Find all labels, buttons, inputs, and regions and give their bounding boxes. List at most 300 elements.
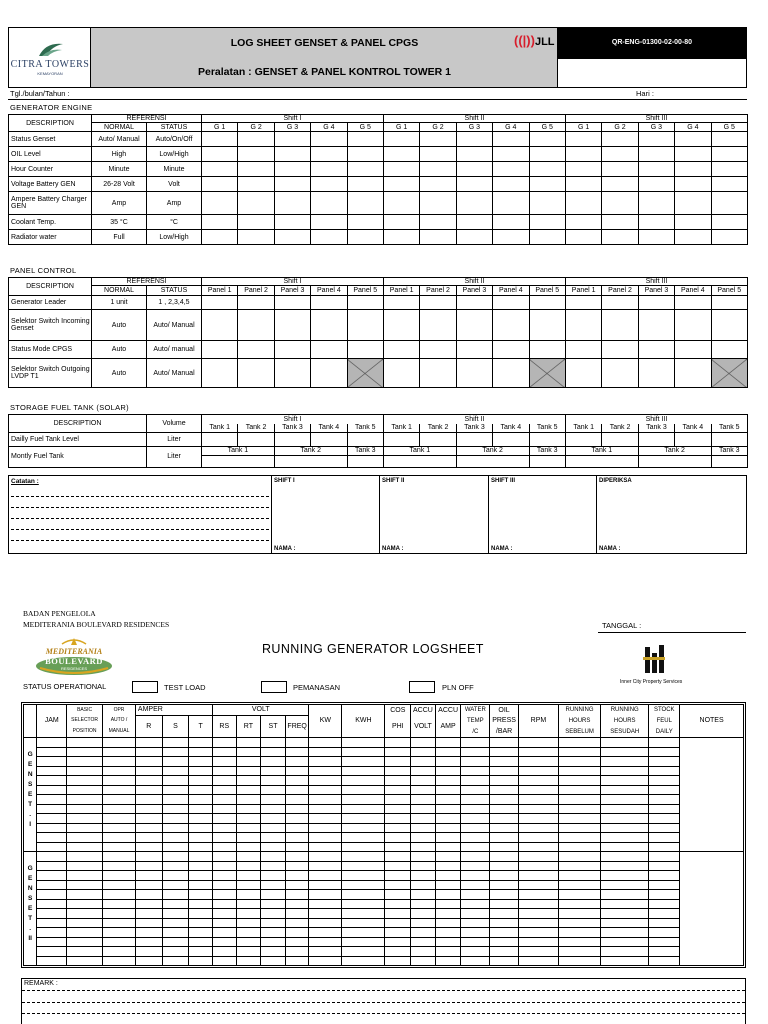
log-entry-cell[interactable]	[385, 880, 411, 890]
gen-entry-cell[interactable]	[347, 192, 383, 215]
storage-entry-cell[interactable]	[238, 433, 274, 447]
log-entry-cell[interactable]	[518, 880, 558, 890]
log-entry-cell[interactable]	[37, 956, 67, 966]
log-entry-cell[interactable]	[558, 918, 600, 928]
log-entry-cell[interactable]	[236, 852, 261, 862]
log-entry-cell[interactable]	[309, 738, 342, 748]
log-entry-cell[interactable]	[261, 937, 286, 947]
pemanasan-checkbox[interactable]	[261, 681, 287, 693]
log-entry-cell[interactable]	[490, 909, 519, 919]
log-entry-cell[interactable]	[212, 795, 236, 805]
log-entry-cell[interactable]	[649, 871, 680, 881]
log-entry-cell[interactable]	[135, 852, 162, 862]
log-entry-cell[interactable]	[37, 795, 67, 805]
log-entry-cell[interactable]	[236, 899, 261, 909]
panel-entry-cell[interactable]	[565, 296, 601, 310]
log-entry-cell[interactable]	[649, 804, 680, 814]
log-entry-cell[interactable]	[189, 842, 213, 852]
gen-entry-cell[interactable]	[311, 177, 347, 192]
log-entry-cell[interactable]	[518, 899, 558, 909]
storage-entry-cell[interactable]	[638, 433, 674, 447]
log-entry-cell[interactable]	[411, 899, 436, 909]
gen-entry-cell[interactable]	[383, 215, 419, 230]
panel-entry-cell[interactable]	[529, 341, 565, 359]
log-entry-cell[interactable]	[558, 947, 600, 957]
log-entry-cell[interactable]	[162, 871, 189, 881]
log-entry-cell[interactable]	[558, 880, 600, 890]
log-entry-cell[interactable]	[236, 738, 261, 748]
log-entry-cell[interactable]	[236, 890, 261, 900]
log-entry-cell[interactable]	[490, 880, 519, 890]
monthly-entry-cell[interactable]	[274, 456, 347, 468]
panel-entry-cell[interactable]	[675, 310, 711, 341]
log-entry-cell[interactable]	[103, 804, 136, 814]
panel-entry-cell[interactable]	[493, 296, 529, 310]
log-entry-cell[interactable]	[558, 814, 600, 824]
log-entry-cell[interactable]	[411, 871, 436, 881]
gen-entry-cell[interactable]	[202, 162, 238, 177]
panel-entry-cell[interactable]	[274, 359, 310, 388]
log-entry-cell[interactable]	[261, 918, 286, 928]
log-entry-cell[interactable]	[189, 833, 213, 843]
log-entry-cell[interactable]	[490, 956, 519, 966]
log-entry-cell[interactable]	[309, 909, 342, 919]
panel-entry-cell[interactable]	[565, 359, 601, 388]
log-entry-cell[interactable]	[285, 795, 309, 805]
log-entry-cell[interactable]	[558, 852, 600, 862]
panel-entry-cell[interactable]	[347, 310, 383, 341]
log-entry-cell[interactable]	[135, 890, 162, 900]
gen-entry-cell[interactable]	[311, 215, 347, 230]
log-entry-cell[interactable]	[135, 814, 162, 824]
log-entry-cell[interactable]	[558, 804, 600, 814]
log-entry-cell[interactable]	[189, 890, 213, 900]
log-entry-cell[interactable]	[601, 890, 649, 900]
log-entry-cell[interactable]	[285, 738, 309, 748]
log-entry-cell[interactable]	[212, 842, 236, 852]
log-entry-cell[interactable]	[601, 947, 649, 957]
log-entry-cell[interactable]	[212, 909, 236, 919]
log-entry-cell[interactable]	[261, 852, 286, 862]
log-entry-cell[interactable]	[518, 852, 558, 862]
panel-entry-cell[interactable]	[238, 310, 274, 341]
log-entry-cell[interactable]	[649, 795, 680, 805]
gen-entry-cell[interactable]	[274, 192, 310, 215]
log-entry-cell[interactable]	[189, 776, 213, 786]
log-entry-cell[interactable]	[342, 947, 385, 957]
log-entry-cell[interactable]	[103, 909, 136, 919]
log-entry-cell[interactable]	[649, 814, 680, 824]
log-entry-cell[interactable]	[342, 795, 385, 805]
log-entry-cell[interactable]	[490, 757, 519, 767]
gen-entry-cell[interactable]	[383, 230, 419, 245]
log-entry-cell[interactable]	[103, 833, 136, 843]
log-entry-cell[interactable]	[649, 766, 680, 776]
log-entry-cell[interactable]	[212, 738, 236, 748]
log-entry-cell[interactable]	[67, 776, 103, 786]
panel-entry-cell[interactable]	[711, 341, 747, 359]
gen-entry-cell[interactable]	[493, 162, 529, 177]
log-entry-cell[interactable]	[342, 861, 385, 871]
log-entry-cell[interactable]	[385, 842, 411, 852]
gen-entry-cell[interactable]	[274, 177, 310, 192]
log-entry-cell[interactable]	[461, 766, 490, 776]
log-entry-cell[interactable]	[135, 785, 162, 795]
log-entry-cell[interactable]	[189, 823, 213, 833]
log-entry-cell[interactable]	[37, 842, 67, 852]
log-entry-cell[interactable]	[189, 814, 213, 824]
log-entry-cell[interactable]	[67, 795, 103, 805]
gen-entry-cell[interactable]	[638, 162, 674, 177]
panel-entry-cell[interactable]	[638, 341, 674, 359]
log-entry-cell[interactable]	[411, 928, 436, 938]
log-entry-cell[interactable]	[649, 880, 680, 890]
log-entry-cell[interactable]	[558, 909, 600, 919]
log-entry-cell[interactable]	[135, 937, 162, 947]
log-entry-cell[interactable]	[435, 842, 461, 852]
log-entry-cell[interactable]	[261, 861, 286, 871]
log-entry-cell[interactable]	[189, 880, 213, 890]
log-entry-cell[interactable]	[212, 937, 236, 947]
gen-entry-cell[interactable]	[638, 192, 674, 215]
gen-entry-cell[interactable]	[529, 230, 565, 245]
log-entry-cell[interactable]	[461, 880, 490, 890]
log-entry-cell[interactable]	[285, 833, 309, 843]
panel-entry-cell[interactable]	[638, 359, 674, 388]
log-entry-cell[interactable]	[189, 937, 213, 947]
log-entry-cell[interactable]	[435, 890, 461, 900]
log-entry-cell[interactable]	[490, 937, 519, 947]
log-entry-cell[interactable]	[236, 823, 261, 833]
storage-entry-cell[interactable]	[347, 433, 383, 447]
log-entry-cell[interactable]	[37, 947, 67, 957]
log-entry-cell[interactable]	[309, 918, 342, 928]
gen-entry-cell[interactable]	[638, 132, 674, 147]
log-entry-cell[interactable]	[261, 804, 286, 814]
log-entry-cell[interactable]	[135, 909, 162, 919]
log-entry-cell[interactable]	[309, 947, 342, 957]
log-entry-cell[interactable]	[490, 871, 519, 881]
panel-entry-cell[interactable]	[420, 296, 456, 310]
gen-entry-cell[interactable]	[493, 177, 529, 192]
log-entry-cell[interactable]	[342, 890, 385, 900]
log-entry-cell[interactable]	[309, 899, 342, 909]
log-entry-cell[interactable]	[435, 795, 461, 805]
log-entry-cell[interactable]	[385, 956, 411, 966]
log-entry-cell[interactable]	[385, 890, 411, 900]
log-entry-cell[interactable]	[601, 823, 649, 833]
log-entry-cell[interactable]	[461, 785, 490, 795]
log-entry-cell[interactable]	[212, 804, 236, 814]
log-entry-cell[interactable]	[162, 804, 189, 814]
log-entry-cell[interactable]	[601, 757, 649, 767]
log-entry-cell[interactable]	[261, 909, 286, 919]
log-entry-cell[interactable]	[67, 956, 103, 966]
log-entry-cell[interactable]	[212, 918, 236, 928]
gen-entry-cell[interactable]	[456, 132, 492, 147]
gen-entry-cell[interactable]	[347, 230, 383, 245]
log-entry-cell[interactable]	[342, 956, 385, 966]
log-entry-cell[interactable]	[385, 928, 411, 938]
monthly-entry-cell[interactable]	[347, 456, 383, 468]
log-entry-cell[interactable]	[385, 747, 411, 757]
gen-entry-cell[interactable]	[202, 147, 238, 162]
log-entry-cell[interactable]	[649, 823, 680, 833]
log-entry-cell[interactable]	[649, 899, 680, 909]
storage-entry-cell[interactable]	[202, 433, 238, 447]
gen-entry-cell[interactable]	[711, 192, 747, 215]
log-entry-cell[interactable]	[212, 861, 236, 871]
gen-entry-cell[interactable]	[602, 162, 638, 177]
log-entry-cell[interactable]	[558, 776, 600, 786]
log-entry-cell[interactable]	[601, 842, 649, 852]
log-entry-cell[interactable]	[342, 804, 385, 814]
pln-off-checkbox[interactable]	[409, 681, 435, 693]
log-entry-cell[interactable]	[162, 947, 189, 957]
gen-entry-cell[interactable]	[565, 230, 601, 245]
log-entry-cell[interactable]	[461, 947, 490, 957]
log-entry-cell[interactable]	[411, 766, 436, 776]
panel-entry-cell[interactable]	[420, 310, 456, 341]
log-entry-cell[interactable]	[135, 880, 162, 890]
log-entry-cell[interactable]	[236, 747, 261, 757]
panel-entry-cell[interactable]	[202, 310, 238, 341]
gen-entry-cell[interactable]	[420, 162, 456, 177]
log-entry-cell[interactable]	[435, 852, 461, 862]
gen-entry-cell[interactable]	[602, 132, 638, 147]
panel-entry-cell[interactable]	[420, 341, 456, 359]
gen-entry-cell[interactable]	[565, 162, 601, 177]
log-entry-cell[interactable]	[189, 861, 213, 871]
log-entry-cell[interactable]	[601, 909, 649, 919]
log-entry-cell[interactable]	[490, 747, 519, 757]
log-entry-cell[interactable]	[189, 738, 213, 748]
log-entry-cell[interactable]	[37, 880, 67, 890]
gen-entry-cell[interactable]	[529, 192, 565, 215]
log-entry-cell[interactable]	[285, 852, 309, 862]
log-entry-cell[interactable]	[490, 852, 519, 862]
log-entry-cell[interactable]	[189, 747, 213, 757]
gen-entry-cell[interactable]	[529, 162, 565, 177]
storage-entry-cell[interactable]	[311, 433, 347, 447]
log-entry-cell[interactable]	[212, 747, 236, 757]
log-entry-cell[interactable]	[67, 871, 103, 881]
log-entry-cell[interactable]	[212, 956, 236, 966]
log-entry-cell[interactable]	[236, 795, 261, 805]
log-entry-cell[interactable]	[411, 757, 436, 767]
log-entry-cell[interactable]	[236, 871, 261, 881]
gen-entry-cell[interactable]	[456, 162, 492, 177]
log-entry-cell[interactable]	[261, 738, 286, 748]
gen-entry-cell[interactable]	[711, 230, 747, 245]
log-entry-cell[interactable]	[385, 814, 411, 824]
log-entry-cell[interactable]	[103, 899, 136, 909]
log-entry-cell[interactable]	[285, 928, 309, 938]
log-entry-cell[interactable]	[385, 738, 411, 748]
log-entry-cell[interactable]	[212, 785, 236, 795]
log-entry-cell[interactable]	[212, 833, 236, 843]
log-entry-cell[interactable]	[236, 766, 261, 776]
log-entry-cell[interactable]	[649, 937, 680, 947]
log-entry-cell[interactable]	[189, 918, 213, 928]
log-entry-cell[interactable]	[649, 909, 680, 919]
log-entry-cell[interactable]	[649, 738, 680, 748]
log-entry-cell[interactable]	[518, 890, 558, 900]
log-entry-cell[interactable]	[411, 776, 436, 786]
log-entry-cell[interactable]	[135, 928, 162, 938]
gen-entry-cell[interactable]	[274, 132, 310, 147]
log-entry-cell[interactable]	[135, 766, 162, 776]
panel-entry-cell[interactable]	[311, 310, 347, 341]
log-entry-cell[interactable]	[461, 757, 490, 767]
log-entry-cell[interactable]	[67, 833, 103, 843]
log-entry-cell[interactable]	[411, 814, 436, 824]
log-entry-cell[interactable]	[411, 937, 436, 947]
log-entry-cell[interactable]	[601, 833, 649, 843]
gen-entry-cell[interactable]	[602, 215, 638, 230]
log-entry-cell[interactable]	[162, 928, 189, 938]
log-entry-cell[interactable]	[601, 814, 649, 824]
gen-entry-cell[interactable]	[420, 177, 456, 192]
log-entry-cell[interactable]	[236, 785, 261, 795]
log-entry-cell[interactable]	[342, 880, 385, 890]
log-entry-cell[interactable]	[135, 861, 162, 871]
log-entry-cell[interactable]	[518, 776, 558, 786]
log-entry-cell[interactable]	[649, 890, 680, 900]
gen-entry-cell[interactable]	[602, 177, 638, 192]
log-entry-cell[interactable]	[490, 814, 519, 824]
log-entry-cell[interactable]	[236, 909, 261, 919]
log-entry-cell[interactable]	[558, 747, 600, 757]
panel-entry-cell[interactable]	[238, 296, 274, 310]
log-entry-cell[interactable]	[435, 738, 461, 748]
log-entry-cell[interactable]	[558, 861, 600, 871]
gen-entry-cell[interactable]	[274, 147, 310, 162]
log-entry-cell[interactable]	[435, 956, 461, 966]
log-entry-cell[interactable]	[490, 890, 519, 900]
log-entry-cell[interactable]	[558, 956, 600, 966]
log-entry-cell[interactable]	[649, 833, 680, 843]
log-entry-cell[interactable]	[435, 899, 461, 909]
log-entry-cell[interactable]	[37, 814, 67, 824]
log-entry-cell[interactable]	[601, 852, 649, 862]
log-entry-cell[interactable]	[411, 804, 436, 814]
log-entry-cell[interactable]	[212, 871, 236, 881]
log-entry-cell[interactable]	[162, 757, 189, 767]
gen-entry-cell[interactable]	[311, 192, 347, 215]
log-entry-cell[interactable]	[236, 947, 261, 957]
log-entry-cell[interactable]	[67, 899, 103, 909]
gen-entry-cell[interactable]	[311, 132, 347, 147]
log-entry-cell[interactable]	[518, 747, 558, 757]
log-entry-cell[interactable]	[342, 928, 385, 938]
gen-entry-cell[interactable]	[456, 147, 492, 162]
log-entry-cell[interactable]	[189, 871, 213, 881]
log-entry-cell[interactable]	[601, 871, 649, 881]
log-entry-cell[interactable]	[342, 899, 385, 909]
gen-entry-cell[interactable]	[420, 230, 456, 245]
log-entry-cell[interactable]	[309, 871, 342, 881]
log-entry-cell[interactable]	[518, 823, 558, 833]
gen-entry-cell[interactable]	[675, 132, 711, 147]
log-entry-cell[interactable]	[37, 861, 67, 871]
log-entry-cell[interactable]	[285, 842, 309, 852]
log-entry-cell[interactable]	[385, 785, 411, 795]
gen-entry-cell[interactable]	[238, 230, 274, 245]
log-entry-cell[interactable]	[309, 852, 342, 862]
log-entry-cell[interactable]	[67, 738, 103, 748]
log-entry-cell[interactable]	[461, 738, 490, 748]
log-entry-cell[interactable]	[490, 738, 519, 748]
log-entry-cell[interactable]	[212, 947, 236, 957]
log-entry-cell[interactable]	[518, 937, 558, 947]
log-entry-cell[interactable]	[103, 795, 136, 805]
log-entry-cell[interactable]	[67, 823, 103, 833]
log-entry-cell[interactable]	[236, 928, 261, 938]
log-entry-cell[interactable]	[189, 766, 213, 776]
log-entry-cell[interactable]	[490, 804, 519, 814]
log-entry-cell[interactable]	[37, 804, 67, 814]
gen-entry-cell[interactable]	[529, 215, 565, 230]
log-entry-cell[interactable]	[461, 956, 490, 966]
log-entry-cell[interactable]	[649, 785, 680, 795]
log-entry-cell[interactable]	[189, 928, 213, 938]
log-entry-cell[interactable]	[385, 861, 411, 871]
monthly-entry-cell[interactable]	[456, 456, 529, 468]
log-entry-cell[interactable]	[37, 823, 67, 833]
log-entry-cell[interactable]	[309, 833, 342, 843]
log-entry-cell[interactable]	[411, 861, 436, 871]
gen-entry-cell[interactable]	[529, 132, 565, 147]
log-entry-cell[interactable]	[67, 852, 103, 862]
log-entry-cell[interactable]	[309, 804, 342, 814]
log-entry-cell[interactable]	[236, 833, 261, 843]
log-entry-cell[interactable]	[162, 918, 189, 928]
monthly-entry-cell[interactable]	[383, 456, 456, 468]
log-entry-cell[interactable]	[558, 833, 600, 843]
log-entry-cell[interactable]	[162, 766, 189, 776]
log-entry-cell[interactable]	[67, 814, 103, 824]
gen-entry-cell[interactable]	[711, 132, 747, 147]
log-entry-cell[interactable]	[37, 918, 67, 928]
log-entry-cell[interactable]	[411, 738, 436, 748]
log-entry-cell[interactable]	[103, 928, 136, 938]
log-entry-cell[interactable]	[411, 918, 436, 928]
log-entry-cell[interactable]	[162, 738, 189, 748]
log-entry-cell[interactable]	[601, 738, 649, 748]
log-entry-cell[interactable]	[103, 947, 136, 957]
log-entry-cell[interactable]	[411, 833, 436, 843]
log-entry-cell[interactable]	[518, 785, 558, 795]
log-entry-cell[interactable]	[162, 814, 189, 824]
log-entry-cell[interactable]	[411, 785, 436, 795]
gen-entry-cell[interactable]	[311, 162, 347, 177]
storage-entry-cell[interactable]	[493, 433, 529, 447]
log-entry-cell[interactable]	[37, 928, 67, 938]
log-entry-cell[interactable]	[490, 861, 519, 871]
log-entry-cell[interactable]	[236, 880, 261, 890]
gen-entry-cell[interactable]	[202, 192, 238, 215]
log-entry-cell[interactable]	[649, 842, 680, 852]
log-entry-cell[interactable]	[261, 871, 286, 881]
panel-entry-cell[interactable]	[202, 296, 238, 310]
panel-entry-cell[interactable]	[311, 296, 347, 310]
log-entry-cell[interactable]	[162, 747, 189, 757]
log-entry-cell[interactable]	[67, 890, 103, 900]
gen-entry-cell[interactable]	[383, 132, 419, 147]
log-entry-cell[interactable]	[261, 899, 286, 909]
gen-entry-cell[interactable]	[638, 147, 674, 162]
